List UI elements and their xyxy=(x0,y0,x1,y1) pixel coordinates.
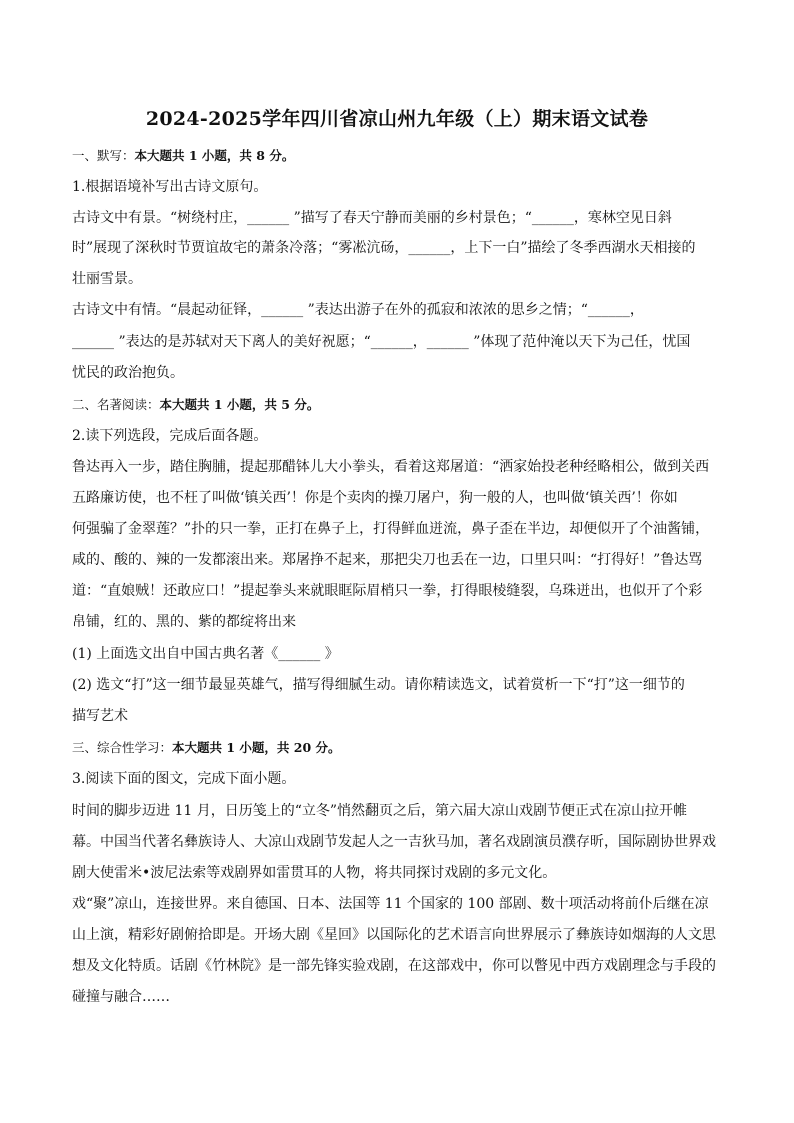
question-1-line: 壮丽雪景。 xyxy=(72,271,142,287)
section-heading-2-rest: 本大题共 1 小题，共 5 分。 xyxy=(159,397,320,412)
section-heading-2-prefix: 二、名著阅读： xyxy=(72,397,160,412)
passage-line: 何强骗了金翠莲？”扑的只一拳，正打在鼻子上，打得鲜血迸流，鼻子歪在半边，却便似开了个油酱铺， xyxy=(72,521,710,537)
question-1-line: 古诗文中有景。“树绕村庄，______ ”描写了春天宁静而美丽的乡村景色；“______，寒林空见日斜 xyxy=(72,210,672,226)
section-heading-3-prefix: 三、综合性学习： xyxy=(72,740,173,755)
passage-line: 幕。中国当代著名彝族诗人、大凉山戏剧节发起人之一吉狄马加，著名戏剧演员濮存昕，国际剧协世界戏 xyxy=(72,834,716,850)
passage-line: 鲁达再入一步，踏住胸脯，提起那醋钵儿大小拳头，看着这郑屠道：“洒家始投老种经略相公，做到关西 xyxy=(72,459,710,475)
section-heading-3-rest: 本大题共 1 小题，共 20 分。 xyxy=(172,740,341,755)
question-1-line: 忧民的政治抱负。 xyxy=(72,365,184,381)
passage-line: 戏“聚”凉山，连接世界。来自德国、日本、法国等 11 个国家的 100 部剧、数十项活动将前仆后继在凉 xyxy=(72,896,709,912)
passage-line: 道：“直娘贼！还敢应口！”提起拳头来就眼眶际眉梢只一拳，打得眼棱缝裂，乌珠迸出，也似开了个彩 xyxy=(72,583,703,599)
question-1-label: 1.根据语境补写出古诗文原句。 xyxy=(72,179,268,195)
section-heading-2 xyxy=(72,395,724,413)
section-heading-1-prefix: 一、默写： xyxy=(72,148,135,163)
passage-line: 想及文化特质。话剧《竹林院》是一部先锋实验戏剧，在这部戏中，你可以瞥见中西方戏剧理念与手段的 xyxy=(72,958,716,974)
passage-line: 山上演，精彩好剧俯拾即是。开场大剧《星回》以国际化的艺术语言向世界展示了彝族诗如烟海的人文思 xyxy=(72,927,716,943)
question-1-line: 古诗文中有情。“晨起动征铎，______ ”表达出游子在外的孤寂和浓浓的思乡之情；“______， xyxy=(72,302,644,318)
passage-line: 咸的、酸的、辣的一发都滚出来。郑屠挣不起来，那把尖刀也丢在一边，口里只叫：“打得好！”鲁达骂 xyxy=(72,552,703,568)
sub-question-2: 描写艺术 xyxy=(72,708,128,724)
question-1-line: 时”展现了深秋时节贾谊故宅的萧条冷落；“雾凇沆砀，______，上下一白”描绘了冬季西湖水天相接的 xyxy=(72,240,696,256)
sub-question-1: (1) 上面选文出自中国古典名著《______ 》 xyxy=(72,646,339,662)
passage-line: 剧大使雷米•波尼法索等戏剧界如雷贯耳的人物，将共同探讨戏剧的多元文化。 xyxy=(72,865,557,881)
section-heading-1-rest: 本大题共 1 小题，共 8 分。 xyxy=(134,148,295,163)
passage-line: 时间的脚步迈进 11 月，日历笺上的“立冬”悄然翻页之后，第六届大凉山戏剧节便正式在凉山拉开帷 xyxy=(72,803,688,819)
section-heading-1 xyxy=(72,146,724,164)
sub-question-2: (2) 选文“打”这一细节最显英雄气，描写得细腻生动。请你精读选文，试着赏析一下“打”这一细节的 xyxy=(72,677,685,693)
passage-line: 碰撞与融合…… xyxy=(72,989,170,1005)
passage-line: 帛铺，红的、黑的、紫的都绽将出来 xyxy=(72,614,296,630)
question-1-line: ______ ”表达的是苏轼对天下离人的美好祝愿；“______，______ ”体现了范仲淹以天下为己任，忧国 xyxy=(72,334,691,350)
passage-line: 五路廉访使，也不枉了叫做‘镇关西’！你是个卖肉的操刀屠户，狗一般的人，也叫做‘镇关西’！你如 xyxy=(72,490,678,506)
question-3-label: 3.阅读下面的图文，完成下面小题。 xyxy=(72,771,296,787)
question-2-label: 2.读下列选段，完成后面各题。 xyxy=(72,428,268,444)
section-heading-3 xyxy=(72,738,724,756)
page-title: 2024-2025学年四川省凉山州九年级（上）期末语文试卷 xyxy=(145,108,649,130)
